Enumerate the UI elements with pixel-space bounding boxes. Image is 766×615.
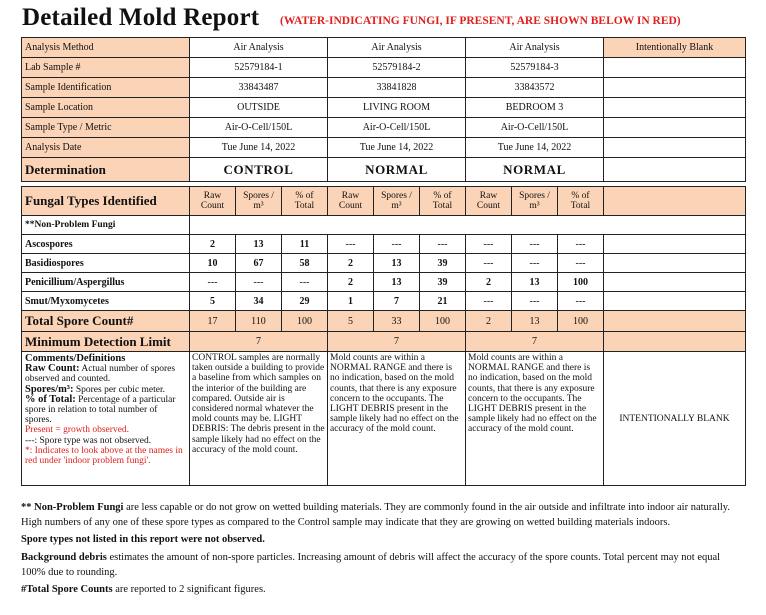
total-spore-count-row [22,311,746,332]
pct-definition [25,395,186,426]
fungi-row-smut [22,292,746,311]
non-problem-row [22,216,746,235]
fungi-value: --- [282,273,328,292]
info-label: Analysis Date [22,138,190,158]
min-detection-value: 7 [328,332,466,352]
min-detection-label: Minimum Detection Limit [22,332,190,352]
fungi-value: 2 [328,273,374,292]
info-value: 52579184-2 [328,58,466,78]
info-value: 52579184-3 [466,58,604,78]
pct-header: % of Total [558,187,604,216]
fungi-value: 13 [512,273,558,292]
min-detection-blank [604,332,746,352]
total-value: 110 [236,311,282,332]
raw-count-header: Raw Count [190,187,236,216]
info-value-blank-column [604,98,746,118]
fungi-blank [604,235,746,254]
fungi-row-penicillium [22,273,746,292]
total-value: 100 [420,311,466,332]
water-indicating-note: (WATER-INDICATING FUNGI, IF PRESENT, ARE SHOWN BELOW IN RED) [280,15,681,27]
header-blank [604,187,746,216]
total-value: 17 [190,311,236,332]
fungi-value: --- [512,292,558,311]
determination-blank [604,158,746,182]
star-note: *: Indicates to look above at the names in red under 'indoor problem fungi'. [25,445,183,467]
info-value-blank-column: Intentionally Blank [604,38,746,58]
fungi-value: 1 [328,292,374,311]
info-value-blank-column [604,138,746,158]
fungal-types-label: Fungal Types Identified [22,187,190,216]
footer-debris-term: Background debris [21,551,107,563]
raw-count-definition [25,364,186,384]
fungi-value: 11 [282,235,328,254]
info-label: Sample Location [22,98,190,118]
fungi-value: 67 [236,254,282,273]
fungi-value: --- [236,273,282,292]
info-value: Air-O-Cell/150L [190,118,328,138]
report-header [22,4,752,36]
fungi-value: --- [558,254,604,273]
spores-header: Spores / m³ [236,187,282,216]
determination-label: Determination [22,158,190,182]
sample-comment-bedroom: Mold counts are within a NORMAL RANGE and there is no indication, based on the mold counts, that there is any exposure concern to the occupants. The LIGHT DEBRIS present in the sample likely had no effect on the accuracy of the mold count. [466,352,604,486]
footer-total-spore-counts [21,582,745,597]
info-label: Analysis Method [22,38,190,58]
fungi-value: --- [512,235,558,254]
info-value: Tue June 14, 2022 [328,138,466,158]
info-value: Air Analysis [466,38,604,58]
spores-term: Spores/m³: [25,383,74,395]
total-value: 100 [558,311,604,332]
mold-report-table [21,37,746,486]
info-value: 52579184-1 [190,58,328,78]
info-row-sample-location [22,98,746,118]
total-value: 33 [374,311,420,332]
total-value: 2 [466,311,512,332]
comments-heading: Comments/Definitions [25,353,126,364]
fungi-value: 39 [420,254,466,273]
info-value: 33843572 [466,78,604,98]
fungi-blank [604,292,746,311]
footer-non-problem-text: are less capable or do not grow on wetted building materials. They are commonly found in the air outside and infiltrate into indoor air naturally. High numbers of any one of these spore types as compared to the Control sample may indicate that they are growing on wetted building materials indoors. [21,502,730,529]
fungi-value: 2 [190,235,236,254]
non-problem-blank [190,216,746,235]
info-value: Tue June 14, 2022 [190,138,328,158]
dash-definition [25,436,186,446]
report-footer [21,500,745,599]
info-row-sample-identification [22,78,746,98]
fungi-row-basidiospores [22,254,746,273]
raw-count-header: Raw Count [328,187,374,216]
non-problem-label: **Non-Problem Fungi [22,216,190,235]
info-value: 33843487 [190,78,328,98]
min-detection-row [22,332,746,352]
fungal-header-row [22,187,746,216]
total-value: 5 [328,311,374,332]
raw-count-term: Raw Count: [25,363,80,375]
spores-text: Spores per cubic meter. [73,384,166,395]
fungi-value: 29 [282,292,328,311]
info-value-blank-column [604,118,746,138]
fungi-value: 5 [190,292,236,311]
fungi-value: 34 [236,292,282,311]
info-value: LIVING ROOM [328,98,466,118]
fungi-value: --- [190,273,236,292]
info-value-blank-column [604,58,746,78]
pct-header: % of Total [420,187,466,216]
footer-background-debris [21,550,745,580]
fungi-value: --- [328,235,374,254]
fungi-value: --- [466,235,512,254]
present-term: Present [25,425,53,436]
present-definition [25,425,186,435]
footer-non-problem-term: ** Non-Problem Fungi [21,502,124,513]
min-detection-value: 7 [190,332,328,352]
spores-header: Spores / m³ [512,187,558,216]
info-value: Air Analysis [328,38,466,58]
info-value: Air-O-Cell/150L [466,118,604,138]
total-spore-count-label: Total Spore Count# [22,311,190,332]
fungi-name: Penicillium/Aspergillus [22,273,190,292]
fungi-blank [604,273,746,292]
intentionally-blank-comment: INTENTIONALLY BLANK [604,352,746,486]
fungi-blank [604,254,746,273]
sample-comment-living-room: Mold counts are within a NORMAL RANGE and there is no indication, based on the mold counts, that there is any exposure concern to the occupants. The LIGHT DEBRIS present in the sample likely had no effect on the accuracy of the mold count. [328,352,466,486]
fungi-value: 21 [420,292,466,311]
pct-header: % of Total [282,187,328,216]
pct-term: % of Total: [25,393,76,405]
info-row-analysis-method [22,38,746,58]
fungi-value: --- [420,235,466,254]
info-value: Tue June 14, 2022 [466,138,604,158]
fungi-value: 58 [282,254,328,273]
info-value: Air Analysis [190,38,328,58]
fungi-name: Ascospores [22,235,190,254]
info-value: BEDROOM 3 [466,98,604,118]
determination-row [22,158,746,182]
raw-count-header: Raw Count [466,187,512,216]
fungi-value: 2 [328,254,374,273]
footer-debris-text: estimates the amount of non-spore particles. Increasing amount of debris will affect the accuracy of the spore counts. Total percent may not equal 100% due to rounding. [21,551,721,578]
info-label: Lab Sample # [22,58,190,78]
fungi-value: --- [558,235,604,254]
dash-text: Spore type was not observed. [37,435,152,446]
fungi-value: 2 [466,273,512,292]
total-blank [604,311,746,332]
total-value: 100 [282,311,328,332]
info-value-blank-column [604,78,746,98]
footer-not-listed: Spore types not listed in this report were not observed. [21,534,265,546]
fungi-value: 13 [236,235,282,254]
info-row-lab-sample [22,58,746,78]
fungi-value: 13 [374,254,420,273]
comments-row [22,352,746,486]
report-title: Detailed Mold Report [22,4,260,31]
total-value: 13 [512,311,558,332]
fungi-value: 7 [374,292,420,311]
info-value: Air-O-Cell/150L [328,118,466,138]
fungi-value: --- [466,254,512,273]
footer-total-term: #Total Spore Counts [21,584,113,596]
fungi-name: Smut/Myxomycetes [22,292,190,311]
min-detection-value: 7 [466,332,604,352]
pct-text: Percentage of a particular spore in relation to total number of spores. [25,394,176,426]
fungi-value: --- [512,254,558,273]
fungi-value: --- [374,235,420,254]
raw-count-text: Actual number of spores observed and counted. [25,364,176,385]
dash-term: ---: [25,435,38,446]
fungi-value: 13 [374,273,420,292]
info-label: Sample Identification [22,78,190,98]
footer-non-problem-fungi [21,500,745,530]
fungi-value: 39 [420,273,466,292]
info-value: OUTSIDE [190,98,328,118]
comments-definitions [22,352,190,486]
info-label: Sample Type / Metric [22,118,190,138]
fungi-value: 10 [190,254,236,273]
spores-header: Spores / m³ [374,187,420,216]
determination-value: CONTROL [190,158,328,182]
fungi-row-ascospores [22,235,746,254]
determination-value: NORMAL [466,158,604,182]
present-text: = growth observed. [52,425,130,436]
sample-comment-control: CONTROL samples are normally taken outside a building to provide a baseline from which samples on the interior of the building are compared. Outside air is considered normal whatever the mold counts may be. LIGHT DEBRIS: The debris present in the sample likely had no effect on the accuracy of the mold count. [190,352,328,486]
fungi-name: Basidiospores [22,254,190,273]
fungi-value: --- [466,292,512,311]
fungi-value: 100 [558,273,604,292]
fungi-value: --- [558,292,604,311]
info-value: 33841828 [328,78,466,98]
determination-value: NORMAL [328,158,466,182]
footer-total-text: are reported to 2 significant figures. [112,584,266,596]
info-row-sample-type [22,118,746,138]
info-row-analysis-date [22,138,746,158]
